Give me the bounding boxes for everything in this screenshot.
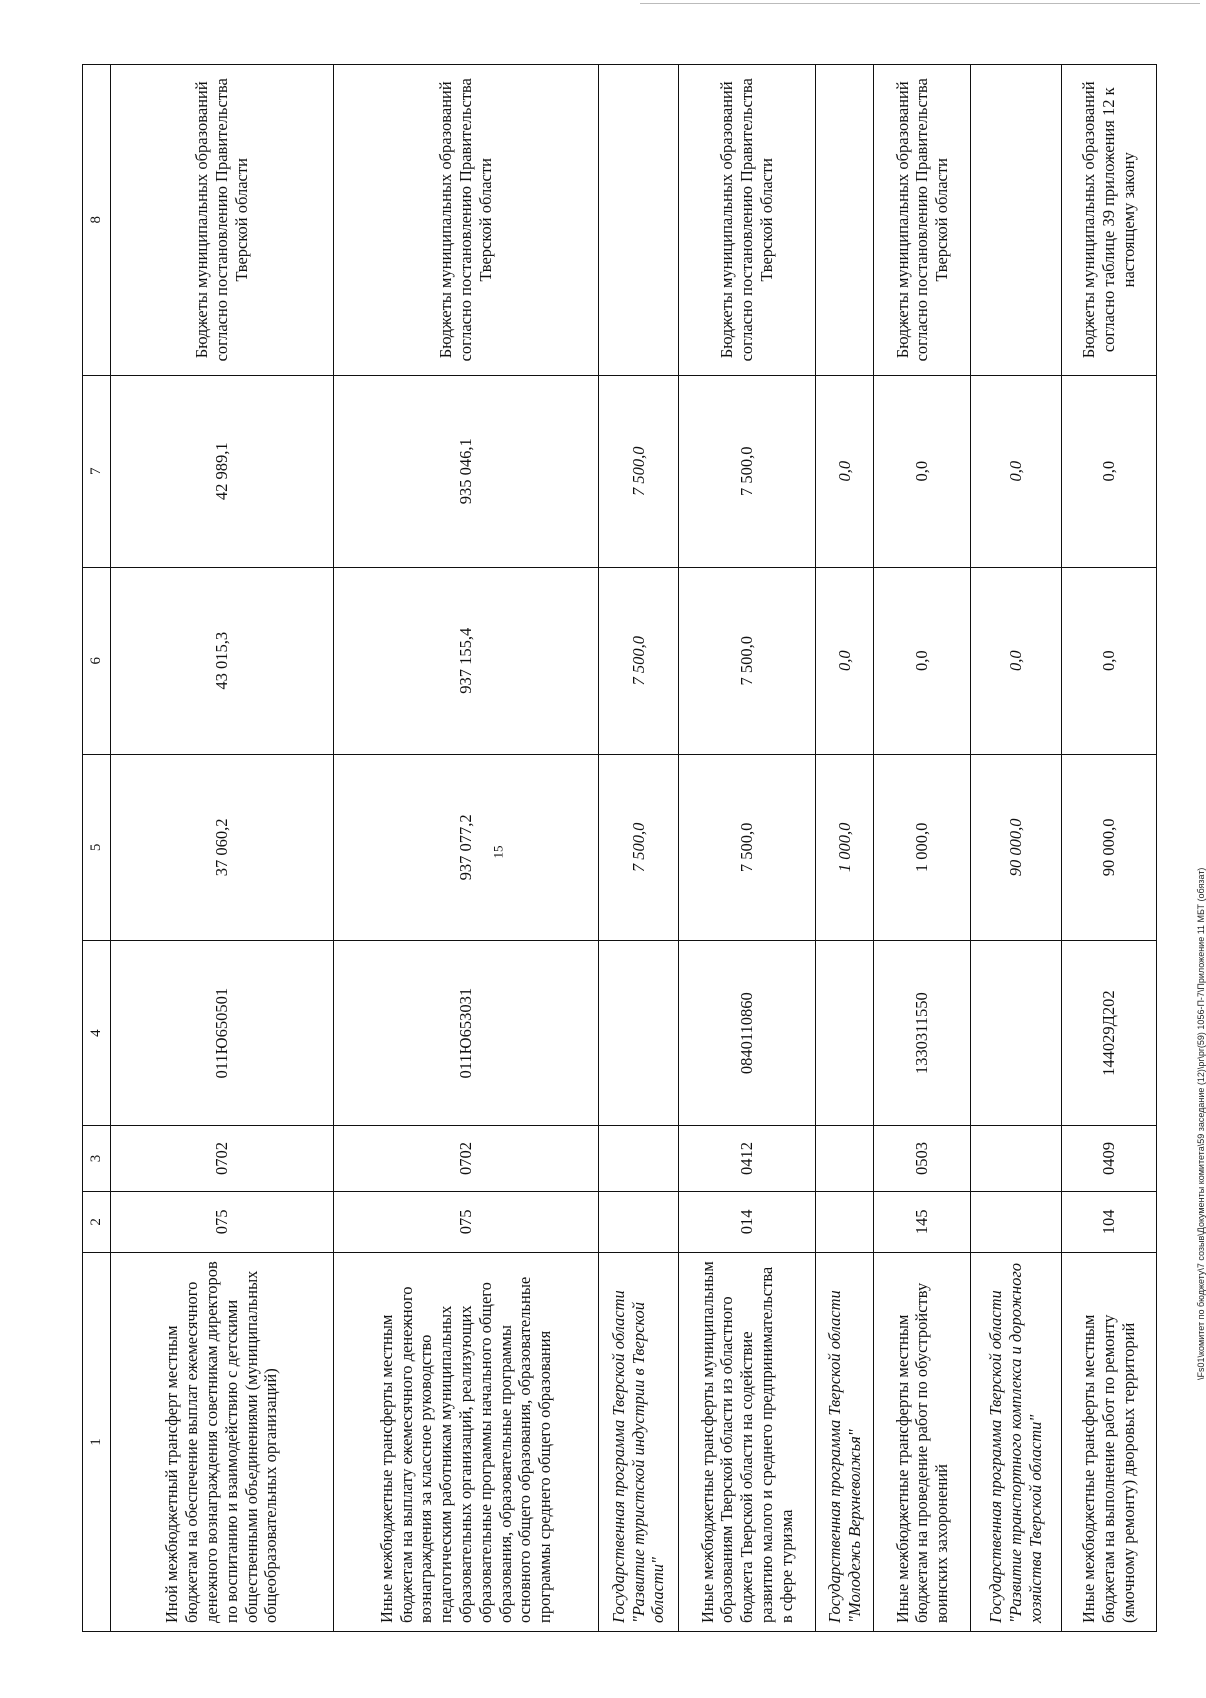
row-value-cell-4: 144029Д202 <box>1061 941 1156 1126</box>
row-value-cell-3 <box>816 1126 874 1192</box>
row-value-cell-7: 935 046,1 <box>333 375 598 567</box>
row-recipient-cell: Бюджеты муниципальных образований согласно постановлению Правительства Тверской области <box>874 65 971 376</box>
row-value-cell-3: 0409 <box>1061 1126 1156 1192</box>
header-cell: 4 <box>83 941 111 1126</box>
table-row <box>971 65 1062 1632</box>
header-cell: 7 <box>83 375 111 567</box>
row-value-cell-6: 43 015,3 <box>110 567 333 754</box>
row-value-cell-5: 1 000,0 <box>816 754 874 941</box>
table-row <box>333 65 598 1632</box>
row-value-cell-2 <box>599 1191 679 1252</box>
row-value-cell-4 <box>599 941 679 1126</box>
row-value-cell-2: 145 <box>874 1191 971 1252</box>
row-value-cell-2 <box>971 1191 1062 1252</box>
row-description-cell: Государственная программа Тверской области "Развитие туристской индустрии в Тверской области" <box>599 1253 679 1632</box>
table-row <box>678 65 815 1632</box>
row-description-cell: Иной межбюджетный трансферт местным бюджетам на обеспечение выплат ежемесячного денежного вознаграждения советникам директоров по воспитанию и взаимодействию с детскими общественными объединениями (муниципальных общеобразовательных организаций) <box>110 1253 333 1632</box>
row-value-cell-5: 7 500,0 <box>599 754 679 941</box>
row-value-cell-2: 075 <box>333 1191 598 1252</box>
row-value-cell-6: 7 500,0 <box>599 567 679 754</box>
row-value-cell-7: 42 989,1 <box>110 375 333 567</box>
rotated-table-container <box>82 64 1157 1632</box>
row-value-cell-5: 937 077,2 <box>333 754 598 941</box>
row-description-cell: Иные межбюджетные трансферты местным бюджетам на выполнение работ по ремонту (ямочному ремонту) дворовых территорий <box>1061 1253 1156 1632</box>
row-value-cell-6: 0,0 <box>816 567 874 754</box>
row-value-cell-7: 0,0 <box>971 375 1062 567</box>
row-value-cell-7: 0,0 <box>874 375 971 567</box>
header-cell: 1 <box>83 1253 111 1632</box>
row-description-cell: Иные межбюджетные трансферты местным бюджетам на выплату ежемесячного денежного вознаграждения за классное руководство педагогическим работникам муниципальных образовательных организаций, реализующих образовательные программы начального общего образования, образовательные программы основного общего образования, образовательные программы среднего общего образования <box>333 1253 598 1632</box>
table-row <box>1061 65 1156 1632</box>
row-value-cell-3 <box>971 1126 1062 1192</box>
row-value-cell-6: 0,0 <box>1061 567 1156 754</box>
row-value-cell-4 <box>816 941 874 1126</box>
footer-file-path: \Fs01\комитет по бюджету\7 созыв\Документы комитета\59 заседание (12)\pr\pr(59) 1056-П-7\Приложение 11 МБТ (обязат) <box>1196 867 1206 1380</box>
row-value-cell-5: 7 500,0 <box>678 754 815 941</box>
row-description-cell: Иные межбюджетные трансферты местным бюджетам на проведение работ по обустройству воинских захоронений <box>874 1253 971 1632</box>
row-description-cell: Государственная программа Тверской области "Развитие транспортного комплекса и дорожного хозяйства Тверской области" <box>971 1253 1062 1632</box>
row-value-cell-5: 90 000,0 <box>1061 754 1156 941</box>
row-value-cell-2: 014 <box>678 1191 815 1252</box>
row-value-cell-3: 0702 <box>110 1126 333 1192</box>
budget-table <box>82 64 1157 1632</box>
row-value-cell-4: 0840110860 <box>678 941 815 1126</box>
row-recipient-cell <box>971 65 1062 376</box>
row-value-cell-5: 1 000,0 <box>874 754 971 941</box>
row-value-cell-3 <box>599 1126 679 1192</box>
row-value-cell-7: 0,0 <box>1061 375 1156 567</box>
row-value-cell-2: 075 <box>110 1191 333 1252</box>
row-recipient-cell: Бюджеты муниципальных образований согласно постановлению Правительства Тверской области <box>678 65 815 376</box>
row-value-cell-4: 011Ю650501 <box>110 941 333 1126</box>
header-cell: 6 <box>83 567 111 754</box>
scan-edge-line <box>640 3 1200 4</box>
row-value-cell-4: 1330311550 <box>874 941 971 1126</box>
table-header-row <box>83 65 111 1632</box>
table-row <box>816 65 874 1632</box>
row-description-cell: Иные межбюджетные трансферты муниципальным образованиям Тверской области из областного бюджета Тверской области на содействие развитию малого и среднего предпринимательства в сфере туризма <box>678 1253 815 1632</box>
row-recipient-cell <box>816 65 874 376</box>
row-value-cell-6: 7 500,0 <box>678 567 815 754</box>
row-value-cell-7: 7 500,0 <box>678 375 815 567</box>
page-number: 15 <box>490 845 506 859</box>
row-value-cell-3: 0702 <box>333 1126 598 1192</box>
header-cell: 8 <box>83 65 111 376</box>
row-value-cell-7: 7 500,0 <box>599 375 679 567</box>
row-value-cell-5: 37 060,2 <box>110 754 333 941</box>
row-value-cell-5: 90 000,0 <box>971 754 1062 941</box>
row-recipient-cell: Бюджеты муниципальных образований согласно таблице 39 приложения 12 к настоящему закону <box>1061 65 1156 376</box>
row-value-cell-3: 0412 <box>678 1126 815 1192</box>
table-row <box>599 65 679 1632</box>
table-body <box>110 65 1156 1632</box>
table-row <box>874 65 971 1632</box>
row-value-cell-3: 0503 <box>874 1126 971 1192</box>
row-value-cell-6: 0,0 <box>971 567 1062 754</box>
row-value-cell-7: 0,0 <box>816 375 874 567</box>
row-value-cell-4: 011Ю653031 <box>333 941 598 1126</box>
row-description-cell: Государственная программа Тверской области "Молодежь Верхневолжья" <box>816 1253 874 1632</box>
header-cell: 5 <box>83 754 111 941</box>
header-cell: 3 <box>83 1126 111 1192</box>
row-value-cell-2: 104 <box>1061 1191 1156 1252</box>
row-value-cell-6: 0,0 <box>874 567 971 754</box>
row-recipient-cell: Бюджеты муниципальных образований согласно постановлению Правительства Тверской области <box>110 65 333 376</box>
row-value-cell-4 <box>971 941 1062 1126</box>
row-recipient-cell <box>599 65 679 376</box>
table-row <box>110 65 333 1632</box>
row-recipient-cell: Бюджеты муниципальных образований согласно постановлению Правительства Тверской области <box>333 65 598 376</box>
row-value-cell-2 <box>816 1191 874 1252</box>
header-cell: 2 <box>83 1191 111 1252</box>
row-value-cell-6: 937 155,4 <box>333 567 598 754</box>
